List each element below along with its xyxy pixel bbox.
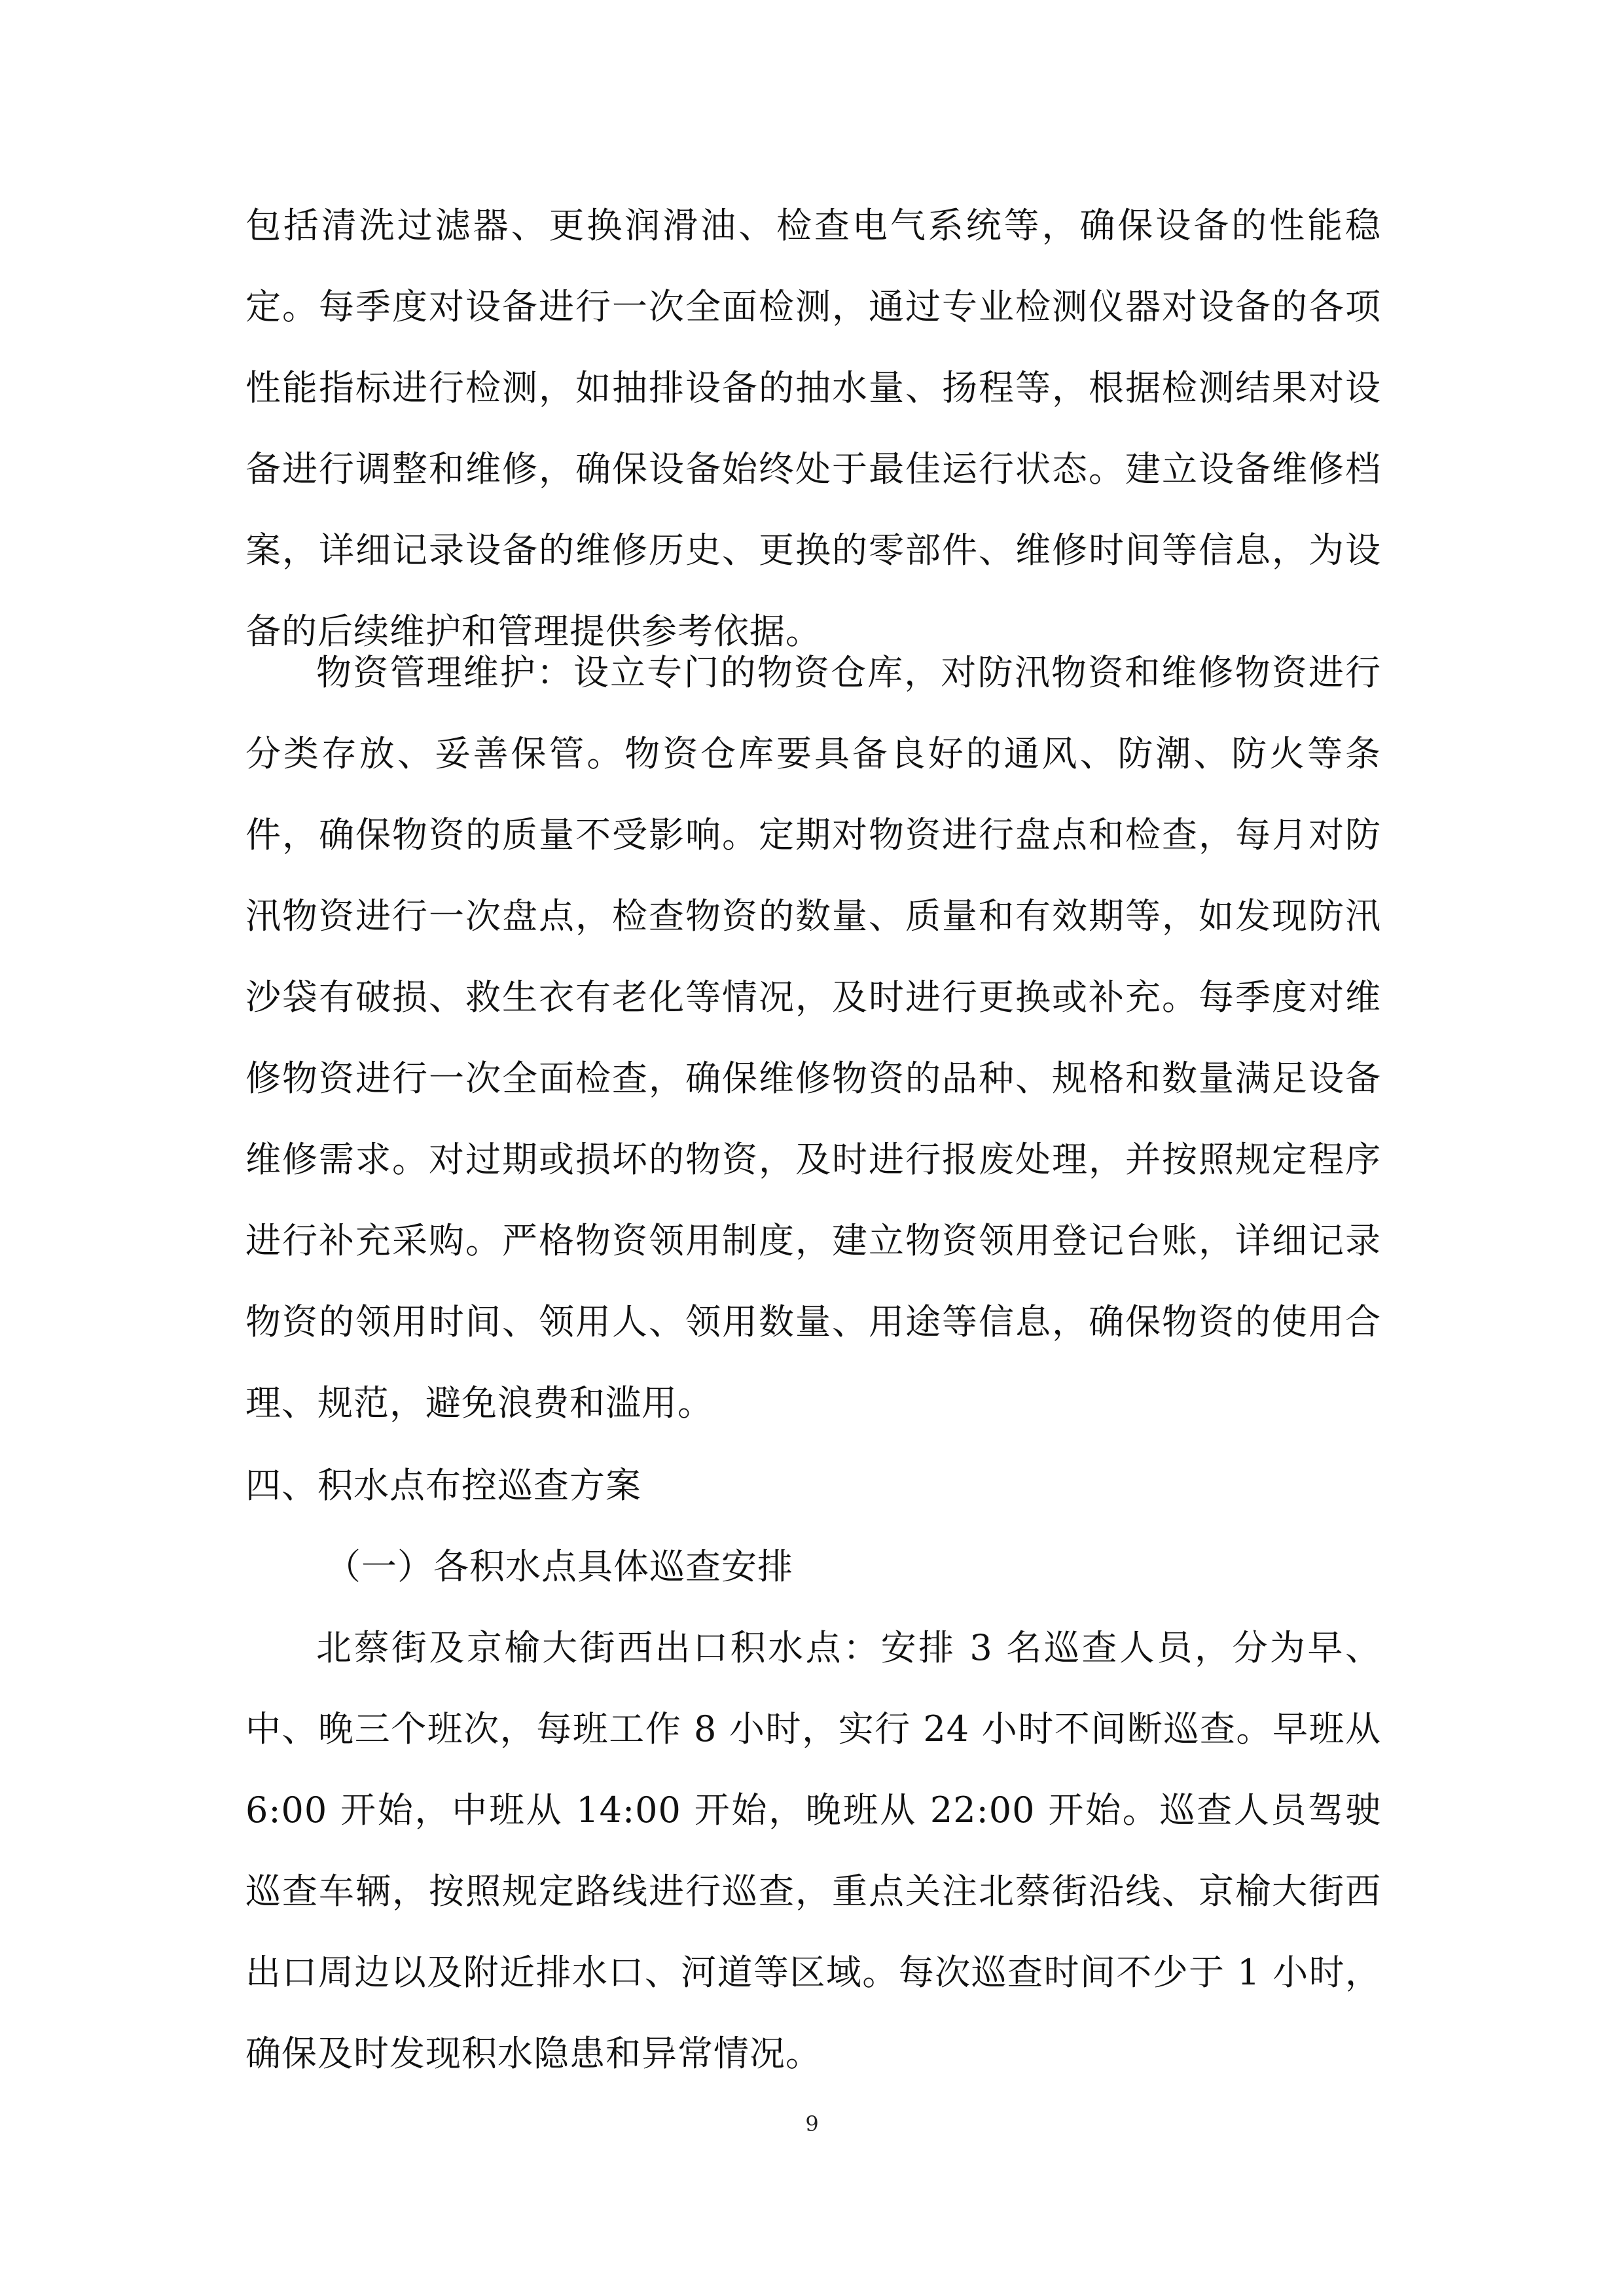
section-heading — [245, 1445, 1381, 1526]
body-paragraph-patrol-arrangement — [245, 1607, 1381, 2094]
paragraph-text: 物资管理维护：设立专门的物资仓库，对防汛物资和维修物资进行分类存放、妥善保管。物资仓库要具备良好的通风、防潮、防火等条件，确保物资的质量不受影响。定期对物资进行盘点和检查，每月对防汛物资进行一次盘点，检查物资的数量、质量和有效期等，如发现防汛沙袋有破损、救生衣有老化等情况，及时进行更换或补充。每季度对维修物资进行一次全面检查，确保维修物资的品种、规格和数量满足设备维修需求。对过期或损坏的物资，及时进行报废处理，并按照规定程序进行补充采购。严格物资领用制度，建立物资领用登记台账，详细记录物资的领用时间、领用人、领用数量、用途等信息，确保物资的使用合理、规范，避免浪费和滥用。 — [245, 652, 1381, 1424]
sub-heading — [245, 1526, 1381, 1607]
paragraph-text: 包括清洗过滤器、更换润滑油、检查电气系统等，确保设备的性能稳定。每季度对设备进行一次全面检测，通过专业检测仪器对设备的各项性能指标进行检测，如抽排设备的抽水量、扬程等，根据检测结果对设备进行调整和维修，确保设备始终处于最佳运行状态。建立设备维修档案，详细记录设备的维修历史、更换的零部件、维修时间等信息，为设备的后续维护和管理提供参考依据。 — [245, 205, 1381, 652]
page-number: 9 — [805, 2111, 819, 2136]
sub-heading-text: （一）各积水点具体巡查安排 — [325, 1546, 793, 1587]
section-heading-text: 四、积水点布控巡查方案 — [245, 1465, 641, 1506]
body-paragraph-materials-management — [245, 632, 1381, 1444]
paragraph-text: 北蔡街及京榆大街西出口积水点：安排 3 名巡查人员，分为早、中、晚三个班次，每班工作 8 小时，实行 24 小时不间断巡查。早班从 6:00 开始，中班从 14:00 开始，晚班从 22:00 开始。巡查人员驾驶巡查车辆，按照规定路线进行巡查，重点关注北蔡街沿线、京榆大街西出口周边以及附近排水口、河道等区域。每次巡查时间不少于 1 小时，确保及时发现积水隐患和异常情况。 — [245, 1627, 1381, 2074]
body-paragraph-equipment-maintenance — [245, 185, 1381, 672]
